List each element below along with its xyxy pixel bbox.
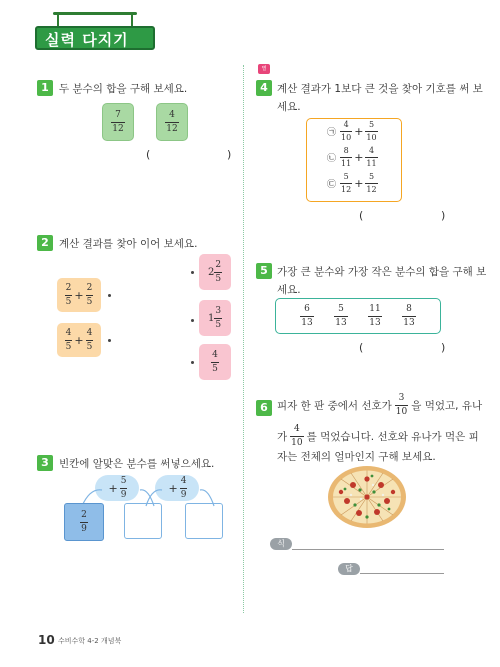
q5-fraction-1: $\frac{6}{13}$: [301, 303, 313, 328]
q1-fraction-tile-1: $\frac{7}{12}$: [102, 103, 134, 141]
question-number-3: 3: [37, 455, 53, 471]
q5-answer-blank[interactable]: (: [359, 341, 364, 354]
q4-answer-blank[interactable]: (: [359, 209, 364, 222]
q2-right-value-2: 1 $\frac{3}{5}$: [199, 300, 231, 336]
q5-fraction-2: $\frac{5}{13}$: [335, 303, 347, 328]
q1-answer-blank-close: ): [227, 148, 232, 161]
question-number-4: 4: [256, 80, 272, 96]
pizza-image: [327, 465, 407, 529]
q4-choice-1[interactable]: ㉠ $\frac{4}{10}$ + $\frac{5}{10}$: [327, 120, 377, 142]
answer-line[interactable]: [360, 573, 444, 574]
page-title: 실력 다지기: [45, 31, 129, 49]
question-2-text: 계산 결과를 찾아 이어 보세요.: [59, 238, 198, 250]
q5-fraction-box: [275, 298, 441, 334]
q2-right-dot-2[interactable]: [191, 319, 194, 322]
q2-left-expression-1: $\frac{2}{5}$ + $\frac{2}{5}$: [57, 278, 101, 312]
question-5-text-line-1: 가장 큰 분수와 가장 작은 분수의 합을 구해 보: [277, 266, 487, 278]
question-6-line-1: 피자 한 판 중에서 선호가 $\frac{3}{10}$ 을 먹었고, 유나: [277, 393, 483, 417]
question-4-text-line-1: 계산 결과가 1보다 큰 것을 찾아 기호를 써 보: [277, 83, 483, 95]
q3-operation-bubble-1: + $\frac{5}{9}$: [95, 475, 139, 501]
q3-start-box: $\frac{2}{9}$: [64, 503, 104, 541]
q3-operation-bubble-2: + $\frac{4}{9}$: [155, 475, 199, 501]
q3-answer-box-1[interactable]: [124, 503, 162, 539]
formula-label-pill: 식: [270, 538, 292, 550]
q4-choice-box: [306, 118, 402, 202]
q1-answer-blank[interactable]: (: [146, 148, 151, 161]
q1-fraction-tile-2: $\frac{4}{12}$: [156, 103, 188, 141]
title-board: [35, 12, 155, 52]
title-banner: [35, 26, 155, 50]
formula-line[interactable]: [292, 549, 444, 550]
q3-answer-box-2[interactable]: [185, 503, 223, 539]
question-number-2: 2: [37, 235, 53, 251]
column-divider: [243, 65, 244, 613]
star-badge: 별: [258, 64, 270, 74]
q2-right-value-3: $\frac{4}{5}$: [199, 344, 231, 380]
hanger-bar: [53, 12, 137, 15]
question-5-text-line-2: 세요.: [277, 284, 301, 296]
q5-fraction-4: $\frac{8}{13}$: [403, 303, 415, 328]
q4-choice-3[interactable]: ㉢ $\frac{5}{12}$ + $\frac{5}{12}$: [327, 172, 377, 194]
q2-left-dot-1[interactable]: [108, 294, 111, 297]
book-title: 수비수학 4-2 개념북: [58, 637, 122, 645]
q5-answer-blank-close: ): [441, 341, 446, 354]
page-number: 10: [38, 633, 55, 647]
question-number-1: 1: [37, 80, 53, 96]
question-4-text-line-2: 세요.: [277, 101, 301, 113]
answer-label-pill: 답: [338, 563, 360, 575]
q2-right-value-1: 2 $\frac{2}{5}$: [199, 254, 231, 290]
q2-left-dot-2[interactable]: [108, 339, 111, 342]
question-6-line-3: 자는 전체의 얼마인지 구해 보세요.: [277, 451, 436, 463]
q4-answer-blank-close: ): [441, 209, 446, 222]
q4-choice-2[interactable]: ㉡ $\frac{8}{11}$ + $\frac{4}{11}$: [327, 146, 377, 168]
question-number-6: 6: [256, 400, 272, 416]
q2-right-dot-1[interactable]: [191, 271, 194, 274]
q2-right-dot-3[interactable]: [191, 361, 194, 364]
question-3-text: 빈칸에 알맞은 분수를 써넣으세요.: [59, 458, 215, 470]
q5-fraction-3: $\frac{11}{13}$: [369, 303, 381, 328]
question-6-line-2: 가 $\frac{4}{10}$ 를 먹었습니다. 선호와 유나가 먹은 피: [277, 424, 479, 448]
q2-left-expression-2: $\frac{4}{5}$ + $\frac{4}{5}$: [57, 323, 101, 357]
question-number-5: 5: [256, 263, 272, 279]
question-1-text: 두 분수의 합을 구해 보세요.: [59, 83, 188, 95]
